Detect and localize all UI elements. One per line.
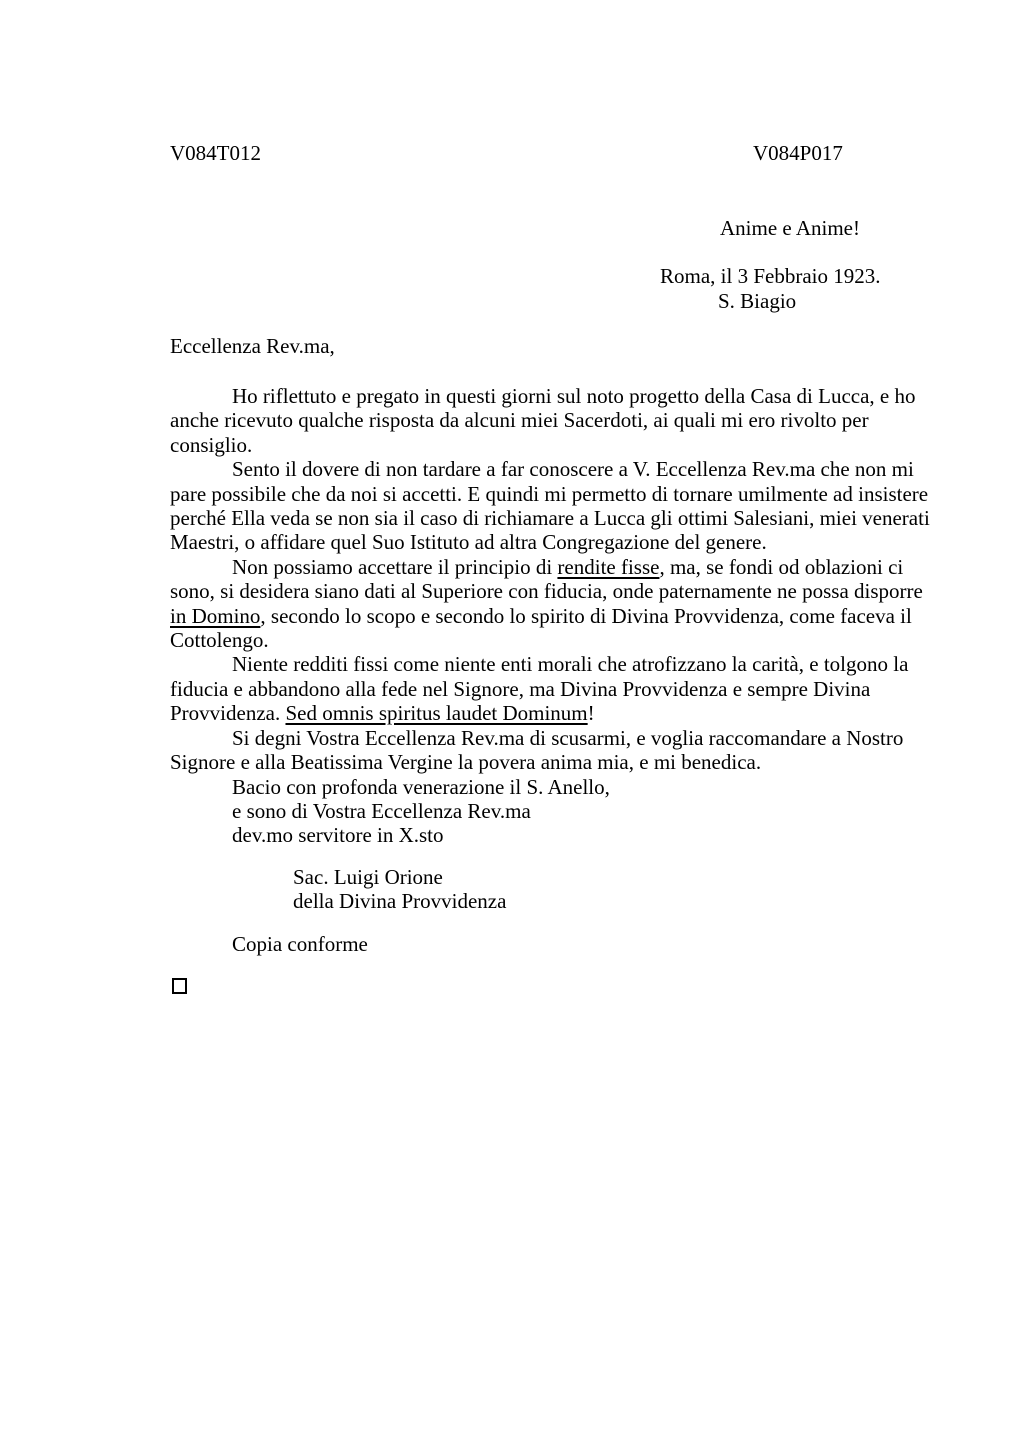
paragraph-3-line-3 bbox=[170, 604, 970, 628]
text-segment: anche ricevuto qualche risposta da alcuni miei Sacerdoti, ai quali mi ero rivolto per bbox=[170, 408, 869, 433]
text-segment: ! bbox=[587, 701, 595, 726]
underlined-text: rendite fisse bbox=[557, 554, 660, 579]
paragraph-4-line-1 bbox=[170, 652, 970, 676]
placeholder-square-icon bbox=[172, 978, 187, 994]
text-segment: Provvidenza. bbox=[170, 701, 286, 726]
paragraph-2-line-1 bbox=[170, 457, 970, 481]
paragraph-5-line-2 bbox=[170, 750, 970, 774]
paragraph-4-line-3 bbox=[170, 701, 970, 725]
paragraph-2-line-2 bbox=[170, 482, 970, 506]
underlined-text: Sed omnis spiritus laudet Dominum bbox=[285, 701, 588, 726]
text-segment: Niente redditi fissi come niente enti morali che atrofizzano la carità, e tolgono la bbox=[232, 652, 909, 677]
paragraph-1-line-3 bbox=[170, 433, 970, 457]
signature-name: Sac. Luigi Orione bbox=[293, 865, 443, 889]
letter-body bbox=[170, 384, 970, 848]
text-segment: , secondo lo scopo e secondo lo spirito di Divina Provvidenza, come faceva il bbox=[260, 603, 912, 628]
paragraph-3-line-1 bbox=[170, 555, 970, 579]
closing-line-2: e sono di Vostra Eccellenza Rev.ma bbox=[232, 798, 531, 823]
paragraph-1-line-2 bbox=[170, 408, 970, 432]
text-segment: Sento il dovere di non tardare a far conoscere a V. Eccellenza Rev.ma che non mi bbox=[232, 457, 914, 482]
closing-line-3: dev.mo servitore in X.sto bbox=[232, 823, 444, 848]
paragraph-3-line-4 bbox=[170, 628, 970, 652]
text-segment: Si degni Vostra Eccellenza Rev.ma di scusarmi, e voglia raccomandare a Nostro bbox=[232, 725, 904, 750]
text-segment: Signore e alla Beatissima Vergine la povera anima mia, e mi benedica. bbox=[170, 750, 762, 775]
archive-code-right: V084P017 bbox=[753, 141, 843, 165]
letter-dateline: Roma, il 3 Febbraio 1923. bbox=[660, 264, 881, 288]
text-segment: consiglio. bbox=[170, 432, 253, 457]
paragraph-3-line-2 bbox=[170, 579, 970, 603]
text-segment: Ho riflettuto e pregato in questi giorni sul noto progetto della Casa di Lucca, e ho bbox=[232, 384, 916, 408]
paragraph-1-line-1 bbox=[170, 384, 970, 408]
paragraph-5-line-1 bbox=[170, 726, 970, 750]
text-segment: perché Ella veda se non sia il caso di richiamare a Lucca gli ottimi Salesiani, miei venerati bbox=[170, 506, 930, 531]
paragraph-2-line-3 bbox=[170, 506, 970, 530]
underlined-text: in Domino bbox=[170, 603, 261, 628]
letter-motto: Anime e Anime! bbox=[720, 216, 860, 240]
signature-congregation: della Divina Provvidenza bbox=[293, 889, 507, 914]
signature-block bbox=[293, 865, 506, 914]
archive-code-left: V084T012 bbox=[170, 141, 261, 165]
letter-salutation: Eccellenza Rev.ma, bbox=[170, 334, 335, 358]
text-segment: Cottolengo. bbox=[170, 628, 269, 653]
text-segment: Non possiamo accettare il principio di bbox=[232, 554, 558, 579]
certification-note: Copia conforme bbox=[232, 932, 368, 956]
text-segment: sono, si desidera siano dati al Superiore con fiducia, onde paternamente ne possa disporre bbox=[170, 579, 923, 604]
letter-place: S. Biagio bbox=[718, 289, 797, 313]
text-segment: Maestri, o affidare quel Suo Istituto ad altra Congregazione del genere. bbox=[170, 530, 767, 555]
text-segment: pare possibile che da noi si accetti. E quindi mi permetto di tornare umilmente ad insistere bbox=[170, 481, 929, 506]
text-segment: , ma, se fondi od oblazioni ci bbox=[659, 554, 904, 579]
paragraph-4-line-2 bbox=[170, 677, 970, 701]
text-segment: fiducia e abbandono alla fede nel Signore, ma Divina Provvidenza e sempre Divina bbox=[170, 676, 871, 701]
paragraph-2-line-4 bbox=[170, 530, 970, 554]
closing-line-1: Bacio con profonda venerazione il S. Anello, bbox=[232, 774, 610, 799]
